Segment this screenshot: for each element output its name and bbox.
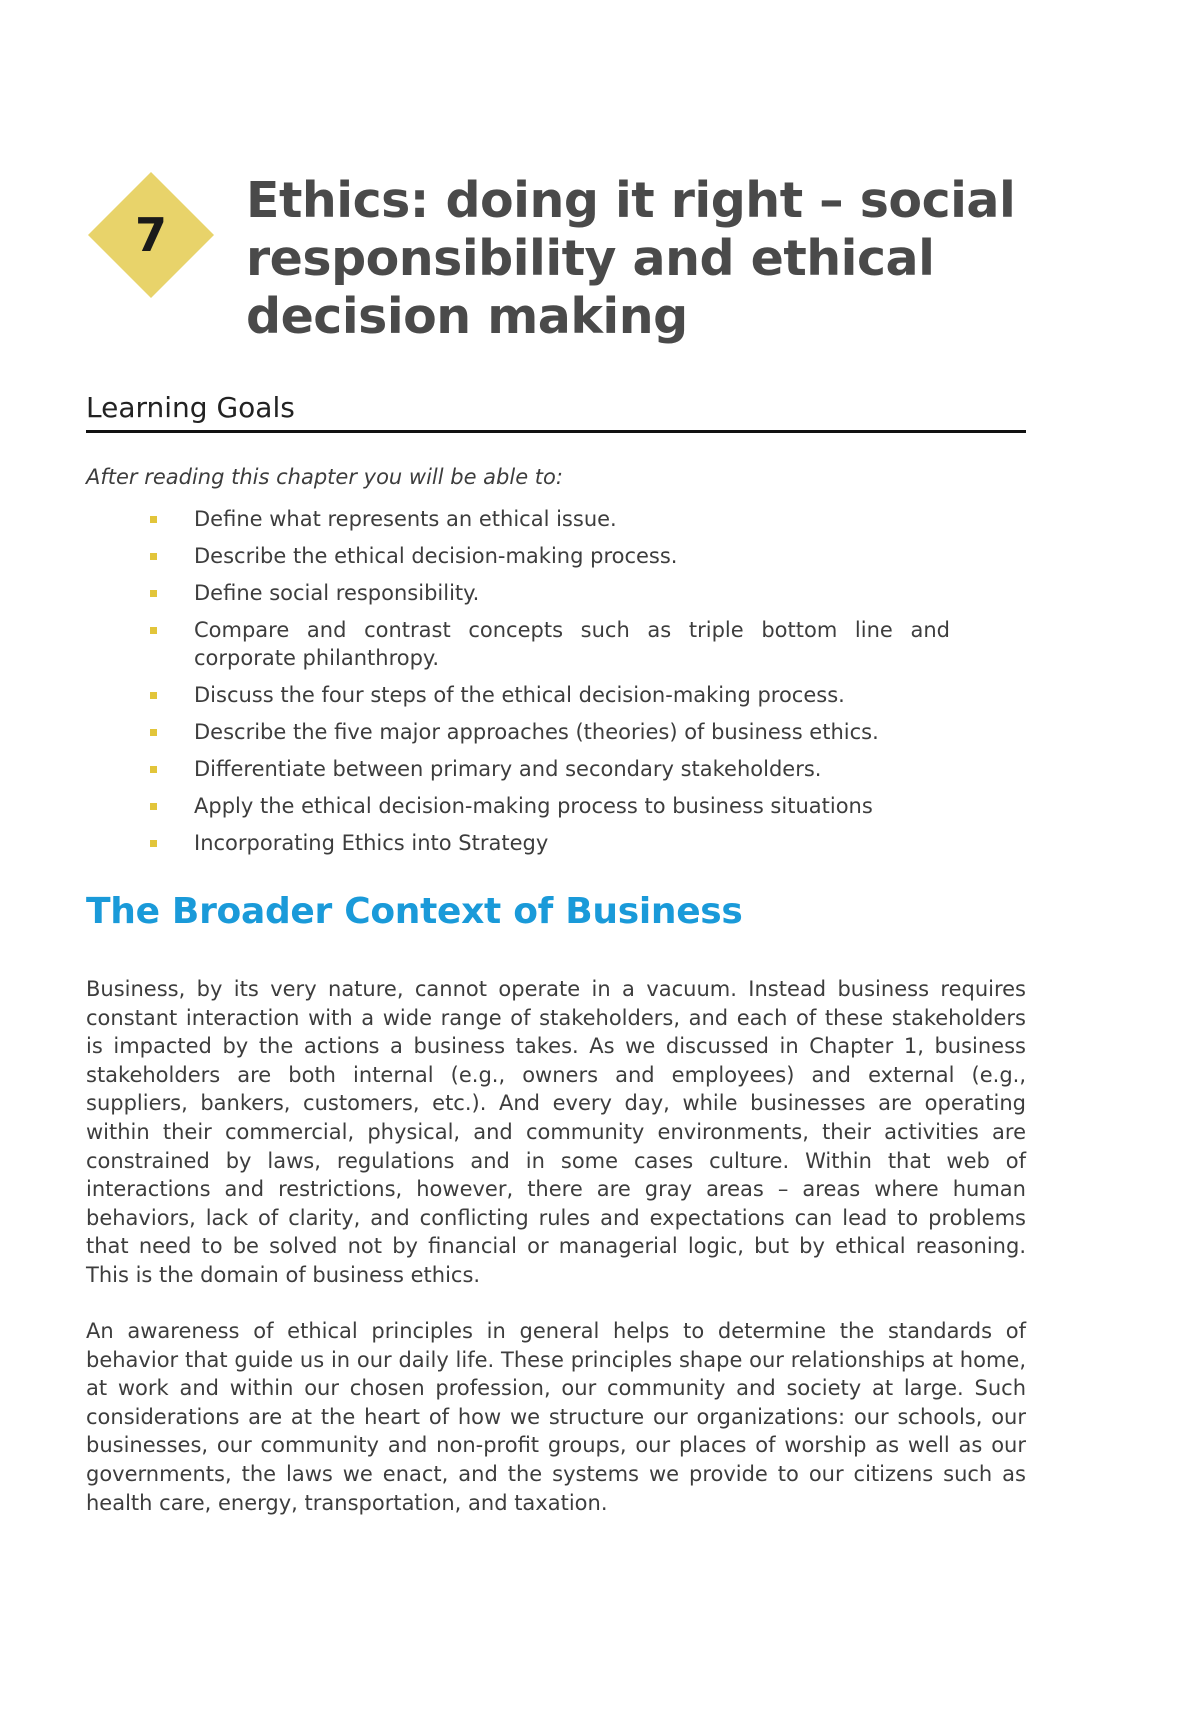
learning-goal-item — [150, 542, 950, 570]
learning-goal-text: Differentiate between primary and secondary stakeholders. — [194, 757, 822, 781]
square-bullet-icon — [150, 553, 157, 560]
learning-goal-text: Apply the ethical decision-making process to business situations — [194, 794, 873, 818]
learning-goal-text: Describe the five major approaches (theories) of business ethics. — [194, 720, 879, 744]
body-paragraph: An awareness of ethical principles in general helps to determine the standards of behavior that guide us in our daily life. These principles shape our relationships at home, at work and within our chosen profession, our community and society at large. Such considerations are at the heart of how we structure our organizations: our schools, our businesses, our community and non-profit groups, our places of worship as well as our governments, the laws we enact, and the systems we provide to our citizens such as health care, energy, transportation, and taxation. — [86, 1319, 1026, 1515]
square-bullet-icon — [150, 590, 157, 597]
learning-goal-item — [150, 579, 950, 607]
chapter-badge — [86, 170, 216, 300]
learning-goal-item — [150, 755, 950, 783]
learning-goal-item — [150, 718, 950, 746]
learning-goals-intro: After reading this chapter you will be able to: — [86, 465, 563, 489]
learning-goal-item — [150, 681, 950, 709]
square-bullet-icon — [150, 729, 157, 736]
learning-goal-text: Compare and contrast concepts such as triple bottom line and corporate philanthropy. — [194, 618, 950, 670]
square-bullet-icon — [150, 840, 157, 847]
learning-goal-text: Define social responsibility. — [194, 581, 480, 605]
learning-goal-text: Discuss the four steps of the ethical decision-making process. — [194, 683, 845, 707]
body-paragraph: Business, by its very nature, cannot operate in a vacuum. Instead business requires constant interaction with a wide range of stakeholders, and each of these stakeholders is impacted by the actions a business takes. As we discussed in Chapter 1, business stakeholders are both internal (e.g., owners and employees) and external (e.g., suppliers, bankers, customers, etc.). And every day, while businesses are operating within their commercial, physical, and community environments, their activities are constrained by laws, regulations and in some cases culture. Within that web of interactions and restrictions, however, there are gray areas – areas where human behaviors, lack of clarity, and conflicting rules and expectations can lead to problems that need to be solved not by financial or managerial logic, but by ethical reasoning. This is the domain of business ethics. — [86, 977, 1026, 1287]
square-bullet-icon — [150, 627, 157, 634]
learning-goal-item — [150, 616, 950, 672]
learning-goals-heading: Learning Goals — [86, 390, 1026, 433]
learning-goal-item — [150, 829, 950, 857]
square-bullet-icon — [150, 516, 157, 523]
learning-goal-item — [150, 505, 950, 533]
learning-goal-text: Describe the ethical decision-making process. — [194, 544, 678, 568]
square-bullet-icon — [150, 803, 157, 810]
learning-goal-text: Incorporating Ethics into Strategy — [194, 831, 549, 855]
learning-goal-text: Define what represents an ethical issue. — [194, 507, 617, 531]
learning-goal-item — [150, 792, 950, 820]
square-bullet-icon — [150, 692, 157, 699]
chapter-number: 7 — [134, 208, 167, 262]
chapter-title: Ethics: doing it right – social responsibility and ethical decision making — [246, 172, 1016, 345]
learning-goals-list — [150, 505, 950, 866]
square-bullet-icon — [150, 766, 157, 773]
section-title: The Broader Context of Business — [86, 891, 743, 932]
